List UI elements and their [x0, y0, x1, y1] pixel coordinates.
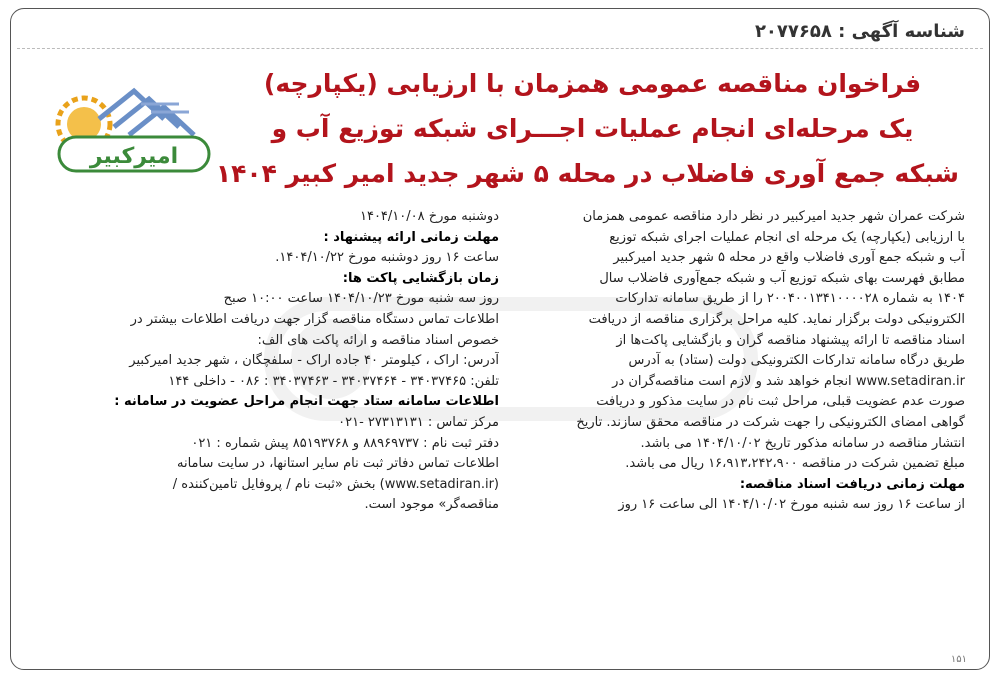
right-line: انتشار مناقصه در سامانه مذکور تاریخ ۱۴۰۴/۱۰/۰۲ می باشد. [640, 435, 965, 451]
right-line: از ساعت ۱۶ روز سه شنبه مورخ ۱۴۰۴/۱۰/۰۲ الی ساعت ۱۶ روز [618, 497, 965, 513]
right-line: طریق درگاه سامانه تدارکات الکترونیکی دولت (ستاد) به آدرس [628, 353, 965, 369]
title-line-2: یک مرحله‌ای انجام عملیات اجـــرای شبکه توزیع آب و [271, 114, 914, 143]
right-line: گواهی امضای الکترونیکی را جهت شرکت در مناقصه محقق سازند. تاریخ [576, 414, 965, 430]
left-line: اطلاعات تماس دستگاه مناقصه گزار جهت دریافت اطلاعات بیشتر در [130, 311, 499, 327]
left-line: دفتر ثبت نام : ۸۸۹۶۹۷۳۷ و ۸۵۱۹۳۷۶۸ پیش شماره : ۰۲۱ [191, 435, 499, 451]
left-line: آدرس: اراک ، کیلومتر ۴۰ جاده اراک - سلفچگان ، شهر جدید امیرکبیر [129, 353, 499, 369]
left-heading: زمان بازگشایی پاکت ها: [342, 270, 499, 286]
right-column [515, 207, 965, 516]
amirkabir-logo [39, 79, 214, 179]
house-icon [99, 91, 194, 135]
left-line: ساعت ۱۶ روز دوشنبه مورخ ۱۴۰۴/۱۰/۲۲. [275, 250, 499, 266]
right-heading: مهلت زمانی دریافت اسناد مناقصه: [739, 476, 965, 492]
right-line: آب و شبکه جمع آوری فاضلاب واقع در محله ۵ شهر جدید امیرکبیر [613, 250, 965, 266]
ad-body [11, 207, 989, 649]
right-line: شرکت عمران شهر جدید امیرکبیر در نظر دارد مناقصه عمومی همزمان [582, 209, 965, 224]
ad-frame [10, 8, 990, 670]
page-number: ۱۵۱ [950, 654, 967, 665]
right-line: مبلغ تضمین شرکت در مناقصه ۱۶،۹۱۳،۲۴۲،۹۰۰ ریال می باشد. [625, 456, 965, 472]
logo-text: امیرکبیر [89, 144, 179, 169]
title-line-3: شبکه جمع آوری فاضلاب در محله ۵ شهر جدید امیر کبیر ۱۴۰۴ [215, 159, 959, 188]
left-line: اطلاعات تماس دفاتر ثبت نام سایر استانها، در سایت سامانه [177, 456, 499, 472]
left-line: روز سه شنبه مورخ ۱۴۰۴/۱۰/۲۳ ساعت ۱۰:۰۰ صبح [223, 291, 499, 307]
right-line: اسناد مناقصه تا ارائه پیشنهاد مناقصه گران و بازگشایی پاکت‌ها از [616, 332, 965, 348]
right-line: صورت عدم عضویت قبلی، مراحل ثبت نام در سایت مذکور و دریافت [596, 394, 965, 410]
left-column [27, 207, 499, 516]
left-line: تلفن: ۳۴۰۳۷۴۶۵ - ۳۴۰۳۷۴۶۴ - ۳۴۰۳۷۴۶۳ : ۰۸۶ - داخلی ۱۴۴ [168, 373, 499, 389]
right-line: www.setadiran.ir انجام خواهد شد و لازم است مناقصه‌گران در [612, 373, 965, 389]
title-line-1: فراخوان مناقصه عمومی همزمان با ارزیابی (یکپارچه) [263, 69, 922, 98]
left-line: (www.setadiran.ir) بخش «ثبت نام / پروفایل تامین‌کننده / [172, 476, 499, 492]
right-line: ۱۴۰۴ به شماره ۲۰۰۴۰۰۱۳۴۱۰۰۰۰۲۸ را از طریق سامانه تدارکات [615, 291, 965, 307]
left-heading: مهلت زمانی ارائه پیشنهاد : [323, 229, 499, 245]
left-heading: اطلاعات سامانه ستاد جهت انجام مراحل عضویت در سامانه : [114, 394, 499, 410]
right-line: با ارزیابی (یکپارچه) یک مرحله ای انجام عملیات اجرای شبکه توزیع [609, 229, 965, 245]
left-line: مرکز تماس : ۲۷۳۱۳۱۳۱ -۰۲۱ [338, 414, 499, 430]
left-line: خصوص اسناد مناقصه و ارائه پاکت های الف: [257, 332, 499, 348]
right-line: الکترونیکی دولت برگزار نماید. کلیه مراحل برگزاری مناقصه از دریافت [588, 311, 965, 327]
ad-id: شناسه آگهی : ۲۰۷۷۶۵۸ [754, 21, 965, 42]
right-line: مطابق فهرست بهای شبکه توزیع آب و شبکه جمع‌آوری فاضلاب سال [599, 270, 965, 286]
ad-title [215, 61, 959, 201]
left-line: دوشنبه مورخ ۱۴۰۴/۱۰/۰۸ [359, 209, 499, 224]
ad-id-bar [17, 15, 983, 49]
left-line: مناقصه‌گر» موجود است. [364, 497, 499, 513]
